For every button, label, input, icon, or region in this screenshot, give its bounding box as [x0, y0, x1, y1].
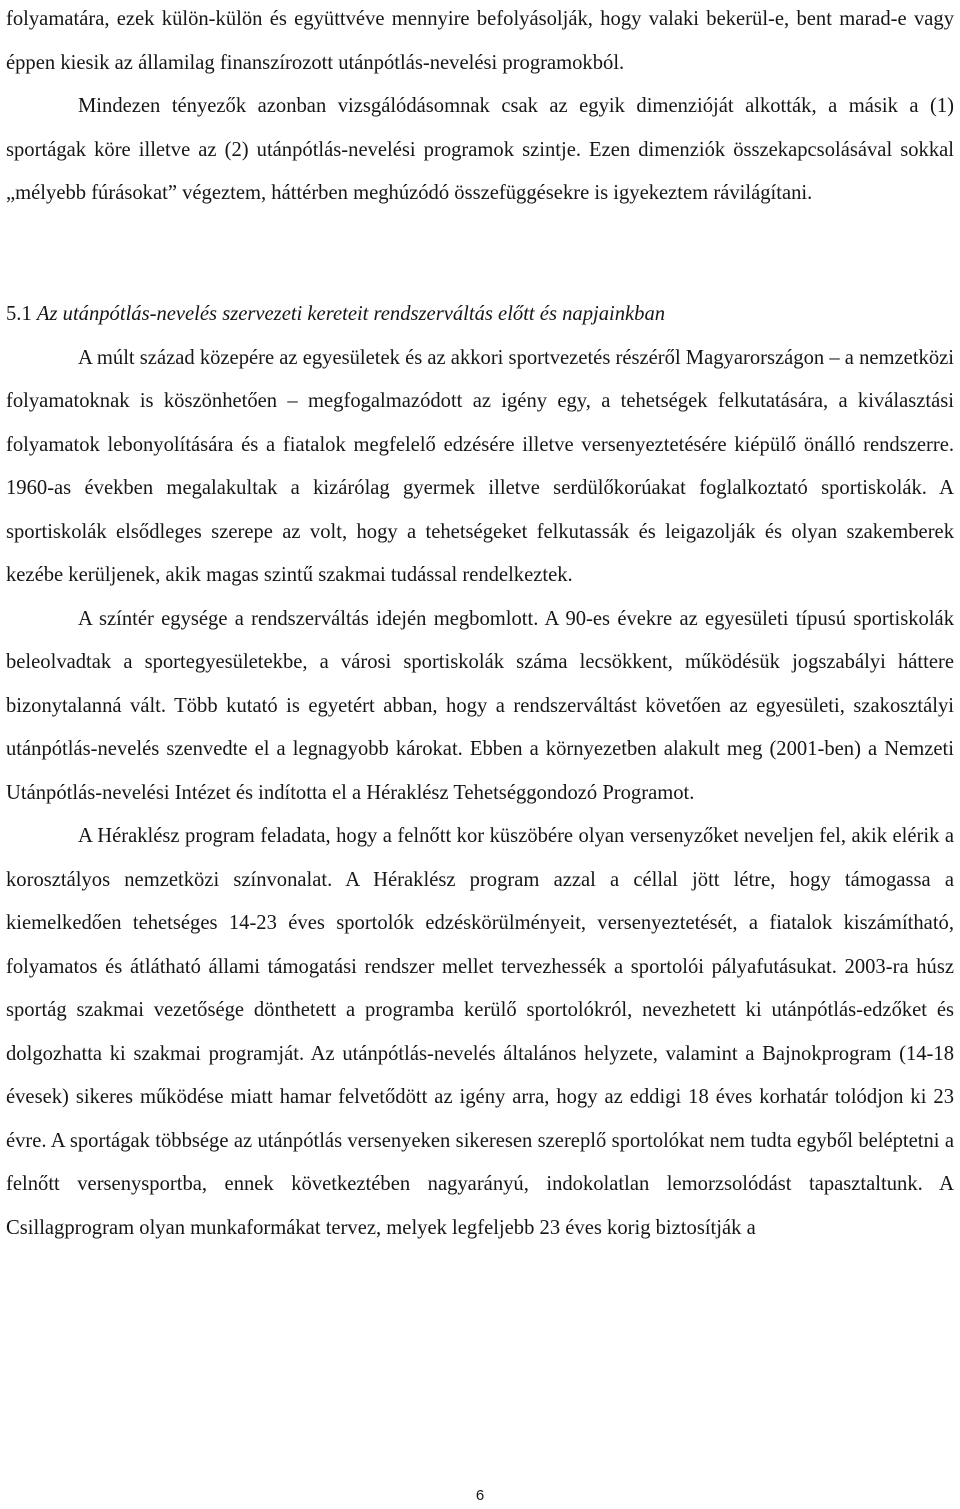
section-block — [6, 293, 954, 1250]
section-heading — [6, 293, 954, 337]
body-paragraph: A múlt század közepére az egyesületek és az akkori sportvezetés részéről Magyarországon – a nemzetközi folyamatoknak is köszönhetően – megfogalmazódott az igény egy, a tehetségek felkutatására, a kiválasztási folyamatok lebonyolítására és a fiatalok megfelelő edzésére illetve versenyeztetésére kiépülő önálló rendszerre. 1960-as években megalakultak a kizárólag gyermek illetve serdülőkorúakat foglalkoztató sportiskolák. A sportiskolák elsődleges szerepe az volt, hogy a tehetségeket felkutassák és leigazolják és olyan szakemberek kezébe kerüljenek, akik magas szintű szakmai tudással rendelkeztek. — [6, 346, 954, 586]
section-title: Az utánpótlás-nevelés szervezeti kereteit rendszerváltás előtt és napjainkban — [36, 303, 666, 325]
body-paragraph: A Héraklész program feladata, hogy a felnőtt kor küszöbére olyan versenyzőket neveljen fel, akik elérik a korosztályos nemzetközi színvonalat. A Héraklész program azzal a céllal jött létre, hogy támogassa a kiemelkedően tehetséges 14-23 éves sportolók edzéskörülményeit, versenyeztetését, a fiatalok kiszámítható, folyamatos és átlátható állami támogatási rendszer mellet tervezhessék a sportolói pályafutásukat. 2003-ra húsz sportág szakmai vezetősége dönthetett a programba kerülő sportolókról, nevezhetett ki utánpótlás-edzőket és dolgozhatta ki szakmai programját. Az utánpótlás-nevelés általános helyzete, valamint a Bajnokprogram (14-18 évesek) sikeres működése miatt hamar felvetődött az igény arra, hogy az eddigi 18 éves korhatár tolódjon ki 23 évre. A sportágak többsége az utánpótlás versenyeken sikeresen szereplő sportolókat nem tudta egyből beléptetni a felnőtt versenysportba, ennek következtében nagyarányú, indokolatlan lemorzsolódást tapasztaltunk. A Csillagprogram olyan munkaformákat tervez, melyek legfeljebb 23 éves korig biztosítják a — [6, 825, 954, 1239]
intro-block — [6, 0, 954, 216]
body-paragraph: A színtér egysége a rendszerváltás idején megbomlott. A 90-es évekre az egyesületi típusú sportiskolák beleolvadtak a sportegyesületekbe, a városi sportiskolák száma lecsökkent, működésük jogszabályi háttere bizonytalanná vált. Több kutató is egyetért abban, hogy a rendszerváltást követően az egyesületi, szakosztályi utánpótlás-nevelés szenvedte el a legnagyobb károkat. Ebben a környezetben alakult meg (2001-ben) a Nemzeti Utánpótlás-nevelési Intézet és indította el a Héraklész Tehetséggondozó Programot. — [6, 607, 954, 804]
body-paragraph: Mindezen tényezők azonban vizsgálódásomnak csak az egyik dimenzióját alkották, a másik a (1) sportágak köre illetve az (2) utánpótlás-nevelési programok szintje. Ezen dimenziók összekapcsolásával sokkal „mélyebb fúrásokat” végeztem, háttérben meghúzódó összefüggésekre is igyekeztem rávilágítani. — [6, 95, 954, 204]
section-number: 5.1 — [6, 303, 32, 325]
body-paragraph: folyamatára, ezek külön-külön és együttvéve mennyire befolyásolják, hogy valaki bekerül-e, bent marad-e vagy éppen kiesik az államilag finanszírozott utánpótlás-nevelési programokból. — [6, 8, 954, 74]
page-number: 6 — [475, 1487, 485, 1504]
